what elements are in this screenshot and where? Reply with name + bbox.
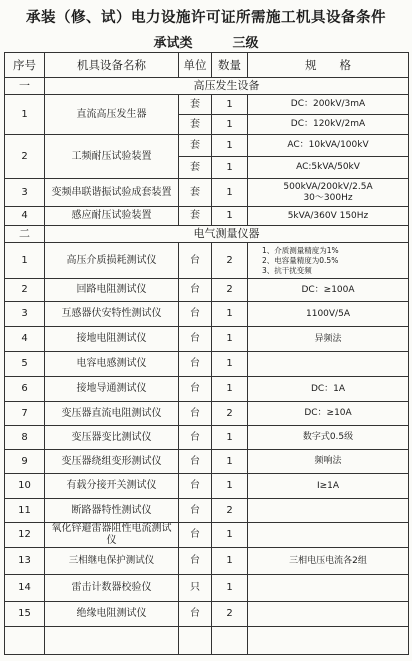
- row-name: 回路电阻测试仪: [45, 279, 179, 302]
- row-quantity: 1: [212, 575, 248, 602]
- row-unit: 台: [179, 474, 212, 499]
- row-name: 变频串联谐振试验成套装置: [45, 179, 179, 207]
- row-spec: [248, 179, 409, 207]
- row-quantity: 2: [212, 499, 248, 523]
- header-name: 机具设备名称: [45, 53, 179, 78]
- row-quantity: 1: [212, 426, 248, 450]
- row-name: 互感器伏安特性测试仪: [45, 302, 179, 327]
- table-row: [5, 207, 409, 226]
- row-spec: [248, 499, 409, 523]
- table-row: [5, 95, 409, 115]
- row-name: 高压介质损耗测试仪: [45, 243, 179, 279]
- table-row: [5, 352, 409, 377]
- row-unit: 只: [179, 575, 212, 602]
- row-name: 工频耐压试验装置: [45, 135, 179, 179]
- row-unit: 套: [179, 207, 212, 226]
- row-name: 感应耐压试验装置: [45, 207, 179, 226]
- row-name: 三相继电保护测试仪: [45, 548, 179, 575]
- row-name: 电容电感测试仪: [45, 352, 179, 377]
- row-unit: 台: [179, 450, 212, 474]
- row-quantity: 1: [212, 302, 248, 327]
- row-name: 接地导通测试仪: [45, 377, 179, 402]
- row-unit: [179, 627, 212, 655]
- row-unit: 台: [179, 302, 212, 327]
- table-row: [5, 474, 409, 499]
- table-row: [5, 402, 409, 426]
- row-index: 13: [5, 548, 45, 575]
- row-spec: [248, 523, 409, 548]
- row-name: 直流高压发生器: [45, 95, 179, 135]
- row-spec: DC：200kV/3mA: [248, 95, 409, 115]
- row-unit: 台: [179, 279, 212, 302]
- document-title: 承装（修、试）电力设施许可证所需施工机具设备条件: [26, 10, 386, 26]
- table-row: [5, 135, 409, 157]
- row-quantity: 1: [212, 157, 248, 179]
- table-row: [5, 548, 409, 575]
- row-unit: 套: [179, 95, 212, 115]
- row-quantity: [212, 627, 248, 655]
- row-index: [5, 627, 45, 655]
- spec-line: 3、抗干扰变频: [262, 265, 312, 275]
- row-index: 1: [5, 243, 45, 279]
- row-spec: DC：≥100A: [248, 279, 409, 302]
- row-index: 6: [5, 377, 45, 402]
- row-unit: 套: [179, 135, 212, 157]
- category-label: 承试类: [153, 36, 193, 51]
- row-name: 有载分接开关测试仪: [45, 474, 179, 499]
- header-spec: 规 格: [248, 53, 409, 78]
- row-spec: [248, 575, 409, 602]
- table-row: [5, 627, 409, 655]
- row-quantity: 2: [212, 602, 248, 627]
- row-index: 2: [5, 279, 45, 302]
- row-spec: [248, 602, 409, 627]
- row-quantity: 1: [212, 115, 248, 135]
- row-spec: AC:5kVA/50kV: [248, 157, 409, 179]
- row-index: 4: [5, 207, 45, 226]
- section-title: 电气测量仪器: [45, 226, 409, 243]
- row-quantity: 1: [212, 179, 248, 207]
- row-name: [45, 627, 179, 655]
- table-row: [5, 426, 409, 450]
- row-index: 10: [5, 474, 45, 499]
- row-quantity: 1: [212, 352, 248, 377]
- row-unit: 套: [179, 179, 212, 207]
- row-name: 变压器直流电阻测试仪: [45, 402, 179, 426]
- row-quantity: 1: [212, 548, 248, 575]
- row-unit: 台: [179, 548, 212, 575]
- section-row: [5, 78, 409, 95]
- row-quantity: 1: [212, 523, 248, 548]
- row-spec: [248, 352, 409, 377]
- row-quantity: 2: [212, 243, 248, 279]
- equipment-table: [4, 52, 409, 655]
- row-spec: 频响法: [248, 450, 409, 474]
- row-unit: 台: [179, 426, 212, 450]
- row-quantity: 1: [212, 327, 248, 352]
- row-index: 9: [5, 450, 45, 474]
- row-unit: 台: [179, 602, 212, 627]
- section-index: 二: [5, 226, 45, 243]
- row-index: 8: [5, 426, 45, 450]
- header-index: 序号: [5, 53, 45, 78]
- row-quantity: 1: [212, 377, 248, 402]
- table-row: [5, 243, 409, 279]
- table-row: [5, 377, 409, 402]
- table-row: [5, 302, 409, 327]
- row-spec: DC：1A: [248, 377, 409, 402]
- row-unit: 套: [179, 157, 212, 179]
- table-row: [5, 279, 409, 302]
- row-unit: 台: [179, 499, 212, 523]
- section-title: 高压发生设备: [45, 78, 409, 95]
- row-name: 断路器特性测试仪: [45, 499, 179, 523]
- row-unit: 台: [179, 327, 212, 352]
- row-quantity: 2: [212, 279, 248, 302]
- row-spec: 5kVA/360V 150Hz: [248, 207, 409, 226]
- spec-line: 30～300Hz: [303, 192, 353, 203]
- row-index: 1: [5, 95, 45, 135]
- row-index: 4: [5, 327, 45, 352]
- row-unit: 台: [179, 352, 212, 377]
- row-index: 11: [5, 499, 45, 523]
- row-spec: [248, 243, 409, 279]
- spec-line: 1、介质测量精度为1%: [262, 245, 339, 255]
- table-header-row: [5, 53, 409, 78]
- row-name: 绝缘电阻测试仪: [45, 602, 179, 627]
- table-row: [5, 327, 409, 352]
- row-spec: [248, 627, 409, 655]
- row-spec: 数字式0.5级: [248, 426, 409, 450]
- row-index: 12: [5, 523, 45, 548]
- header-unit: 单位: [179, 53, 212, 78]
- row-spec: 1100V/5A: [248, 302, 409, 327]
- row-unit: 套: [179, 115, 212, 135]
- level-label: 三级: [232, 36, 259, 51]
- spec-line: 2、电容量精度为0.5%: [262, 255, 339, 265]
- row-quantity: 1: [212, 207, 248, 226]
- row-quantity: 2: [212, 402, 248, 426]
- document-subtitle: [0, 32, 412, 51]
- row-index: 5: [5, 352, 45, 377]
- row-quantity: 1: [212, 450, 248, 474]
- table-row: [5, 450, 409, 474]
- row-unit: 台: [179, 402, 212, 426]
- row-name: 雷击计数器校验仪: [45, 575, 179, 602]
- row-spec: I≥1A: [248, 474, 409, 499]
- row-name: 氧化锌避雷器阻性电流测试仪: [45, 523, 179, 548]
- table-row: [5, 575, 409, 602]
- section-row: [5, 226, 409, 243]
- row-quantity: 1: [212, 135, 248, 157]
- row-index: 3: [5, 179, 45, 207]
- row-spec: DC：120kV/2mA: [248, 115, 409, 135]
- row-index: 3: [5, 302, 45, 327]
- row-unit: 台: [179, 243, 212, 279]
- row-quantity: 1: [212, 474, 248, 499]
- row-index: 7: [5, 402, 45, 426]
- row-spec: DC：≥10A: [248, 402, 409, 426]
- row-unit: 台: [179, 523, 212, 548]
- row-index: 14: [5, 575, 45, 602]
- row-spec: AC：10kVA/100kV: [248, 135, 409, 157]
- table-row: [5, 179, 409, 207]
- row-unit: 台: [179, 377, 212, 402]
- header-quantity: 数量: [212, 53, 248, 78]
- section-index: 一: [5, 78, 45, 95]
- row-name: 变压器绕组变形测试仪: [45, 450, 179, 474]
- table-row: [5, 499, 409, 523]
- row-quantity: 1: [212, 95, 248, 115]
- row-index: 15: [5, 602, 45, 627]
- row-index: 2: [5, 135, 45, 179]
- row-name: 变压器变比测试仪: [45, 426, 179, 450]
- row-name: 接地电阻测试仪: [45, 327, 179, 352]
- table-row: [5, 602, 409, 627]
- table-row: [5, 523, 409, 548]
- row-spec: 三相电压电流各2组: [248, 548, 409, 575]
- row-spec: 异频法: [248, 327, 409, 352]
- spec-line: 500kVA/200kV/2.5A: [283, 181, 373, 192]
